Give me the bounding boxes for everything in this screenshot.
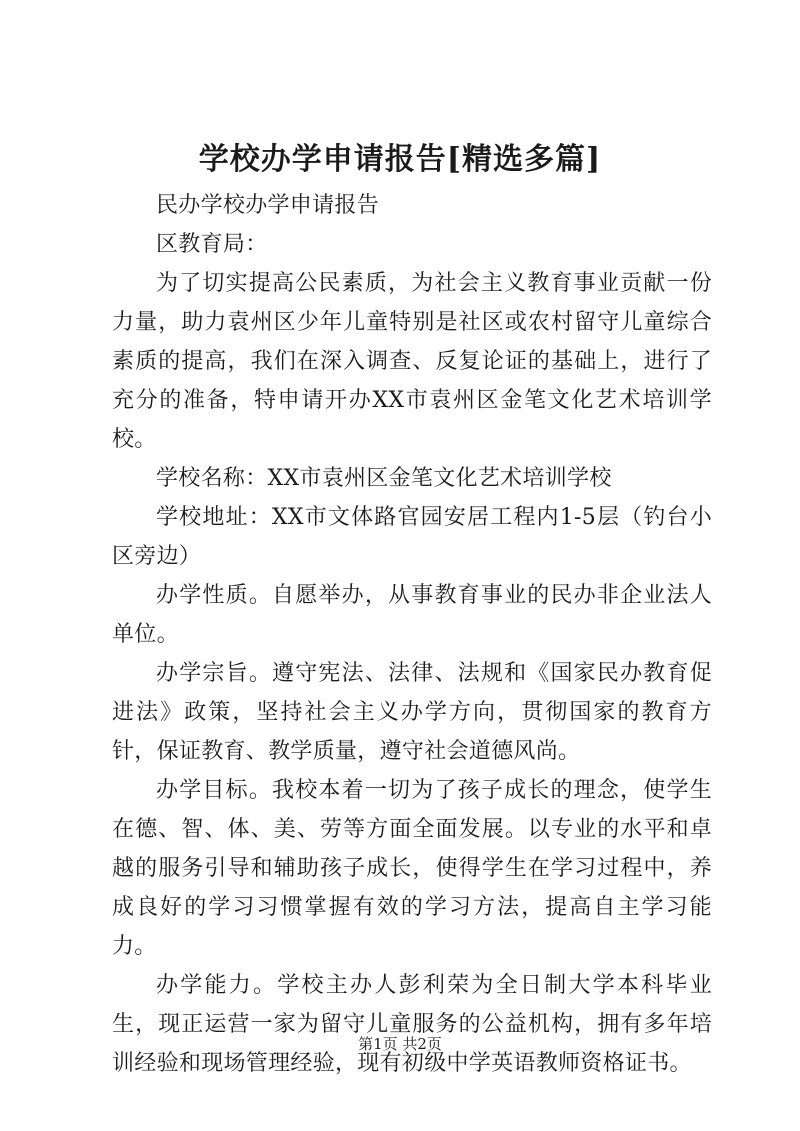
document-title: 学校办学申请报告[精选多篇] (198, 142, 602, 177)
paragraph-addressee: 区教育局： (156, 232, 268, 257)
page-footer: 第1页 共2页 (358, 1035, 442, 1053)
paragraph-goal: 办学目标。我校本着一切为了孩子成长的理念，使学生在德、智、体、美、劳等方面全面发展。以专业的水平和卓越的服务引导和辅助孩子成长，使得学生在学习过程中，养成良好的学习习惯掌握有效的学习方法，提高自主学习能力。 (112, 778, 712, 959)
paragraph-nature: 办学性质。自愿举办，从事教育事业的民办非企业法人单位。 (112, 583, 712, 647)
paragraph-intro: 为了切实提高公民素质，为社会主义教育事业贡献一份力量，助力袁州区少年儿童特别是社区或农村留守儿童综合素质的提高，我们在深入调查、反复论证的基础上，进行了充分的准备，特申请开办XX市袁州区金笔文化艺术培训学校。 (112, 271, 712, 452)
document-body (112, 186, 712, 1083)
paragraph-capability: 办学能力。学校主办人彭利荣为全日制大学本科毕业生，现正运营一家为留守儿童服务的公益机构，拥有多年培训经验和现场管理经验，现有初级中学英语教师资格证书。 (112, 973, 712, 1076)
paragraph-school-address: 学校地址：XX市文体路官园安居工程内1-5层（钓台小区旁边） (112, 505, 712, 569)
paragraph-school-name: 学校名称：XX市袁州区金笔文化艺术培训学校 (156, 466, 612, 491)
paragraph-subtitle: 民办学校办学申请报告 (156, 193, 380, 218)
paragraph-purpose: 办学宗旨。遵守宪法、法律、法规和《国家民办教育促进法》政策，坚持社会主义办学方向，贯彻国家的教育方针，保证教育、教学质量，遵守社会道德风尚。 (112, 661, 712, 764)
